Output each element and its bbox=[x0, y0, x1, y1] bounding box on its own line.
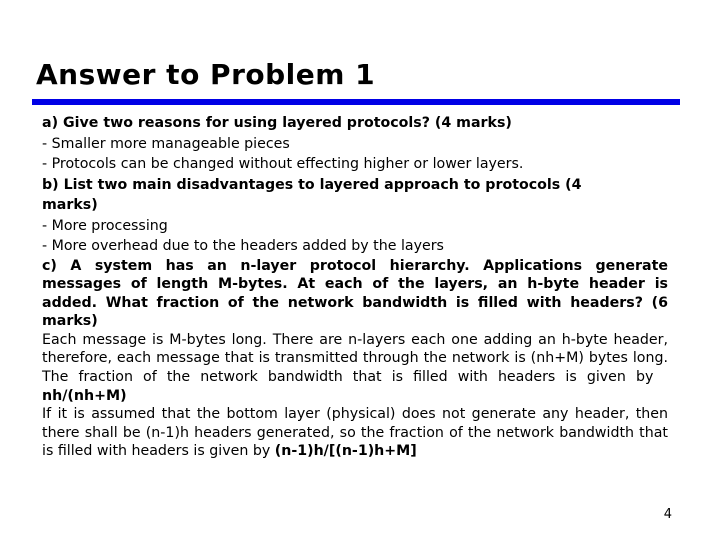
answer-b-2: - More overhead due to the headers added by the layers bbox=[42, 238, 444, 254]
title-underline bbox=[32, 99, 680, 105]
slide-body bbox=[42, 113, 668, 461]
slide-title: Answer to Problem 1 bbox=[36, 58, 376, 91]
answer-c-2 bbox=[42, 405, 668, 461]
answer-a-2: - Protocols can be changed without effecting higher or lower layers. bbox=[42, 156, 524, 172]
answer-c-1 bbox=[42, 331, 668, 405]
question-c: c) A system has an n-layer protocol hierarchy. Applications generate messages of length M-bytes. At each of the layers, an h-byte header is added. What fraction of the network bandwidth is filled with headers? (6 marks) bbox=[42, 257, 668, 330]
page-number: 4 bbox=[663, 507, 672, 522]
answer-a-1: - Smaller more manageable pieces bbox=[42, 135, 290, 152]
formula-1: nh/(nh+M) bbox=[42, 387, 127, 404]
question-a: a) Give two reasons for using layered protocols? (4 marks) bbox=[42, 115, 512, 131]
question-b: b) List two main disadvantages to layered approach to protocols (4 marks) bbox=[42, 176, 582, 213]
answer-c-2-text: If it is assumed that the bottom layer (physical) does not generate any header, then there shall be (n-1)h headers generated, so the fraction of the network bandwidth that is filled with headers is given by bbox=[42, 406, 668, 460]
answer-b-1: - More processing bbox=[42, 217, 168, 234]
formula-2: (n-1)h/[(n-1)h+M] bbox=[274, 443, 417, 460]
answer-c-1-text: Each message is M-bytes long. There are n-layers each one adding an h-byte header, therefore, each message that is transmitted through the network is (nh+M) bytes long. The fraction of the network bandwidth that is filled with headers is given by bbox=[42, 331, 668, 386]
